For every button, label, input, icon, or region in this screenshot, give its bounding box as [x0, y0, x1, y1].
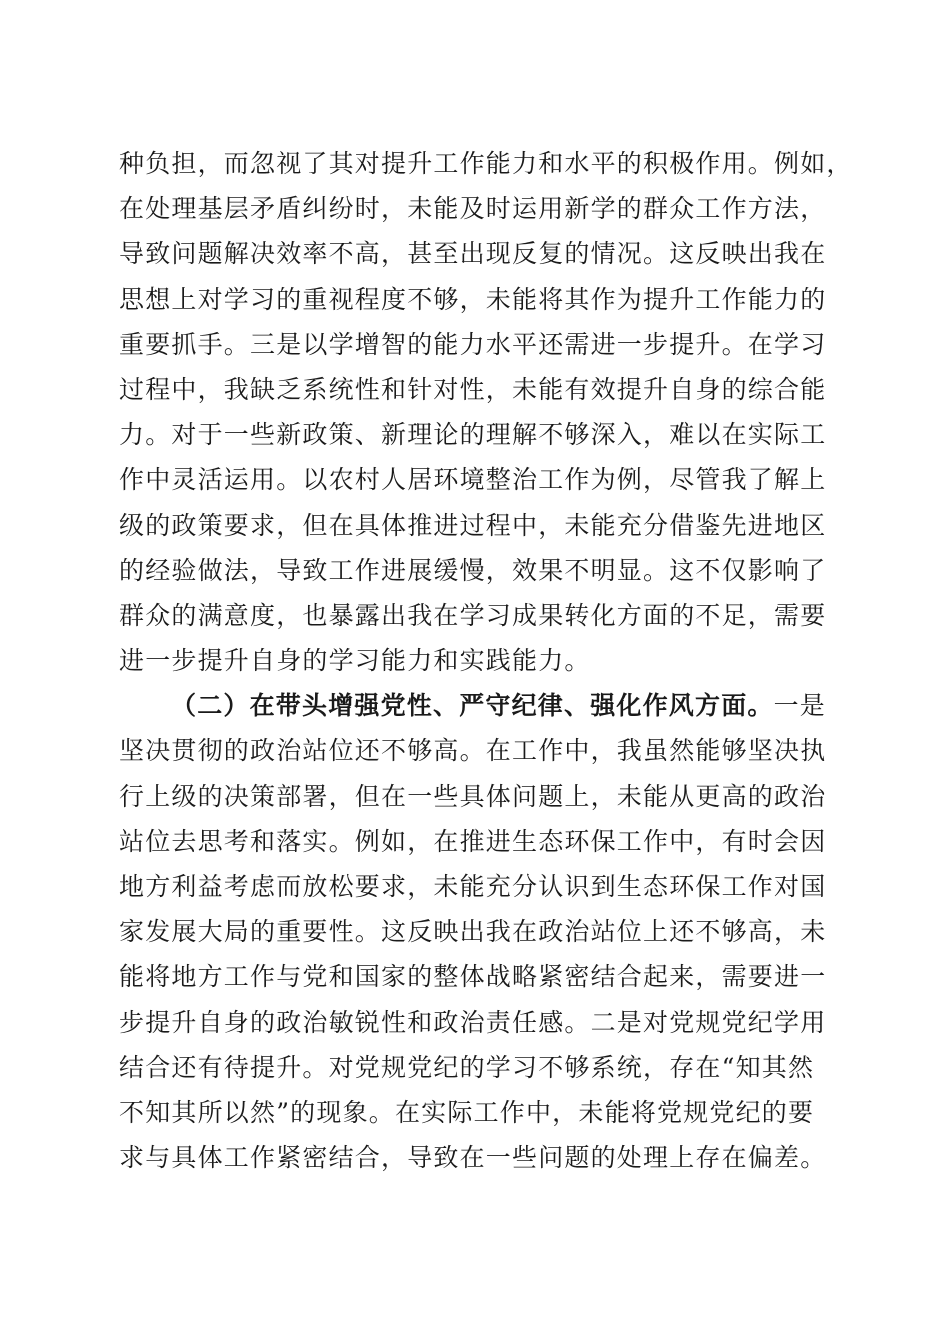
- text-line: 群众的满意度，也暴露出我在学习成果转化方面的不足，需要: [119, 600, 827, 630]
- text-fragment: 一是: [773, 691, 827, 721]
- text-line: 级的政策要求，但在具体推进过程中，未能充分借鉴先进地区: [119, 510, 827, 540]
- section-heading: （二）在带头增强党性、严守纪律、强化作风方面。: [171, 691, 774, 721]
- text-line: 作中灵活运用。以农村人居环境整治工作为例，尽管我了解上: [119, 465, 827, 495]
- text-line: 导致问题解决效率不高，甚至出现反复的情况。这反映出我在: [119, 239, 827, 269]
- text-line: 结合还有待提升。对党规党纪的学习不够系统，存在“知其然: [119, 1052, 815, 1082]
- text-line: 重要抓手。三是以学增智的能力水平还需进一步提升。在学习: [119, 329, 827, 359]
- text-line: 站位去思考和落实。例如，在推进生态环保工作中，有时会因: [119, 826, 827, 856]
- text-line: 的经验做法，导致工作进展缓慢，效果不明显。这不仅影响了: [119, 555, 827, 585]
- text-line: 地方利益考虑而放松要求，未能充分认识到生态环保工作对国: [119, 872, 827, 901]
- text-line: 不知其所以然”的现象。在实际工作中，未能将党规党纪的要: [119, 1097, 815, 1127]
- text-line: 进一步提升自身的学习能力和实践能力。: [119, 646, 591, 676]
- section-heading-line: [119, 683, 831, 728]
- text-line: 行上级的决策部署，但在一些具体问题上，未能从更高的政治: [119, 781, 827, 811]
- text-line: 能将地方工作与党和国家的整体战略紧密结合起来，需要进一: [119, 962, 827, 992]
- text-line: 步提升自身的政治敏锐性和政治责任感。二是对党规党纪学用: [119, 1007, 827, 1037]
- text-line: 家发展大局的重要性。这反映出我在政治站位上还不够高，未: [119, 917, 827, 947]
- text-line: 思想上对学习的重视程度不够，未能将其作为提升工作能力的: [119, 284, 827, 314]
- text-line: 求与具体工作紧密结合，导致在一些问题的处理上存在偏差。: [119, 1143, 827, 1173]
- text-line: 在处理基层矛盾纠纷时，未能及时运用新学的群众工作方法，: [119, 194, 827, 224]
- text-line: 种负担，而忽视了其对提升工作能力和水平的积极作用。例如，: [119, 149, 853, 178]
- document-body: [119, 141, 853, 1180]
- text-line: 力。对于一些新政策、新理论的理解不够深入，难以在实际工: [119, 420, 827, 450]
- text-line: 过程中，我缺乏系统性和针对性，未能有效提升自身的综合能: [119, 374, 827, 404]
- text-line: 坚决贯彻的政治站位还不够高。在工作中，我虽然能够坚决执: [119, 736, 827, 766]
